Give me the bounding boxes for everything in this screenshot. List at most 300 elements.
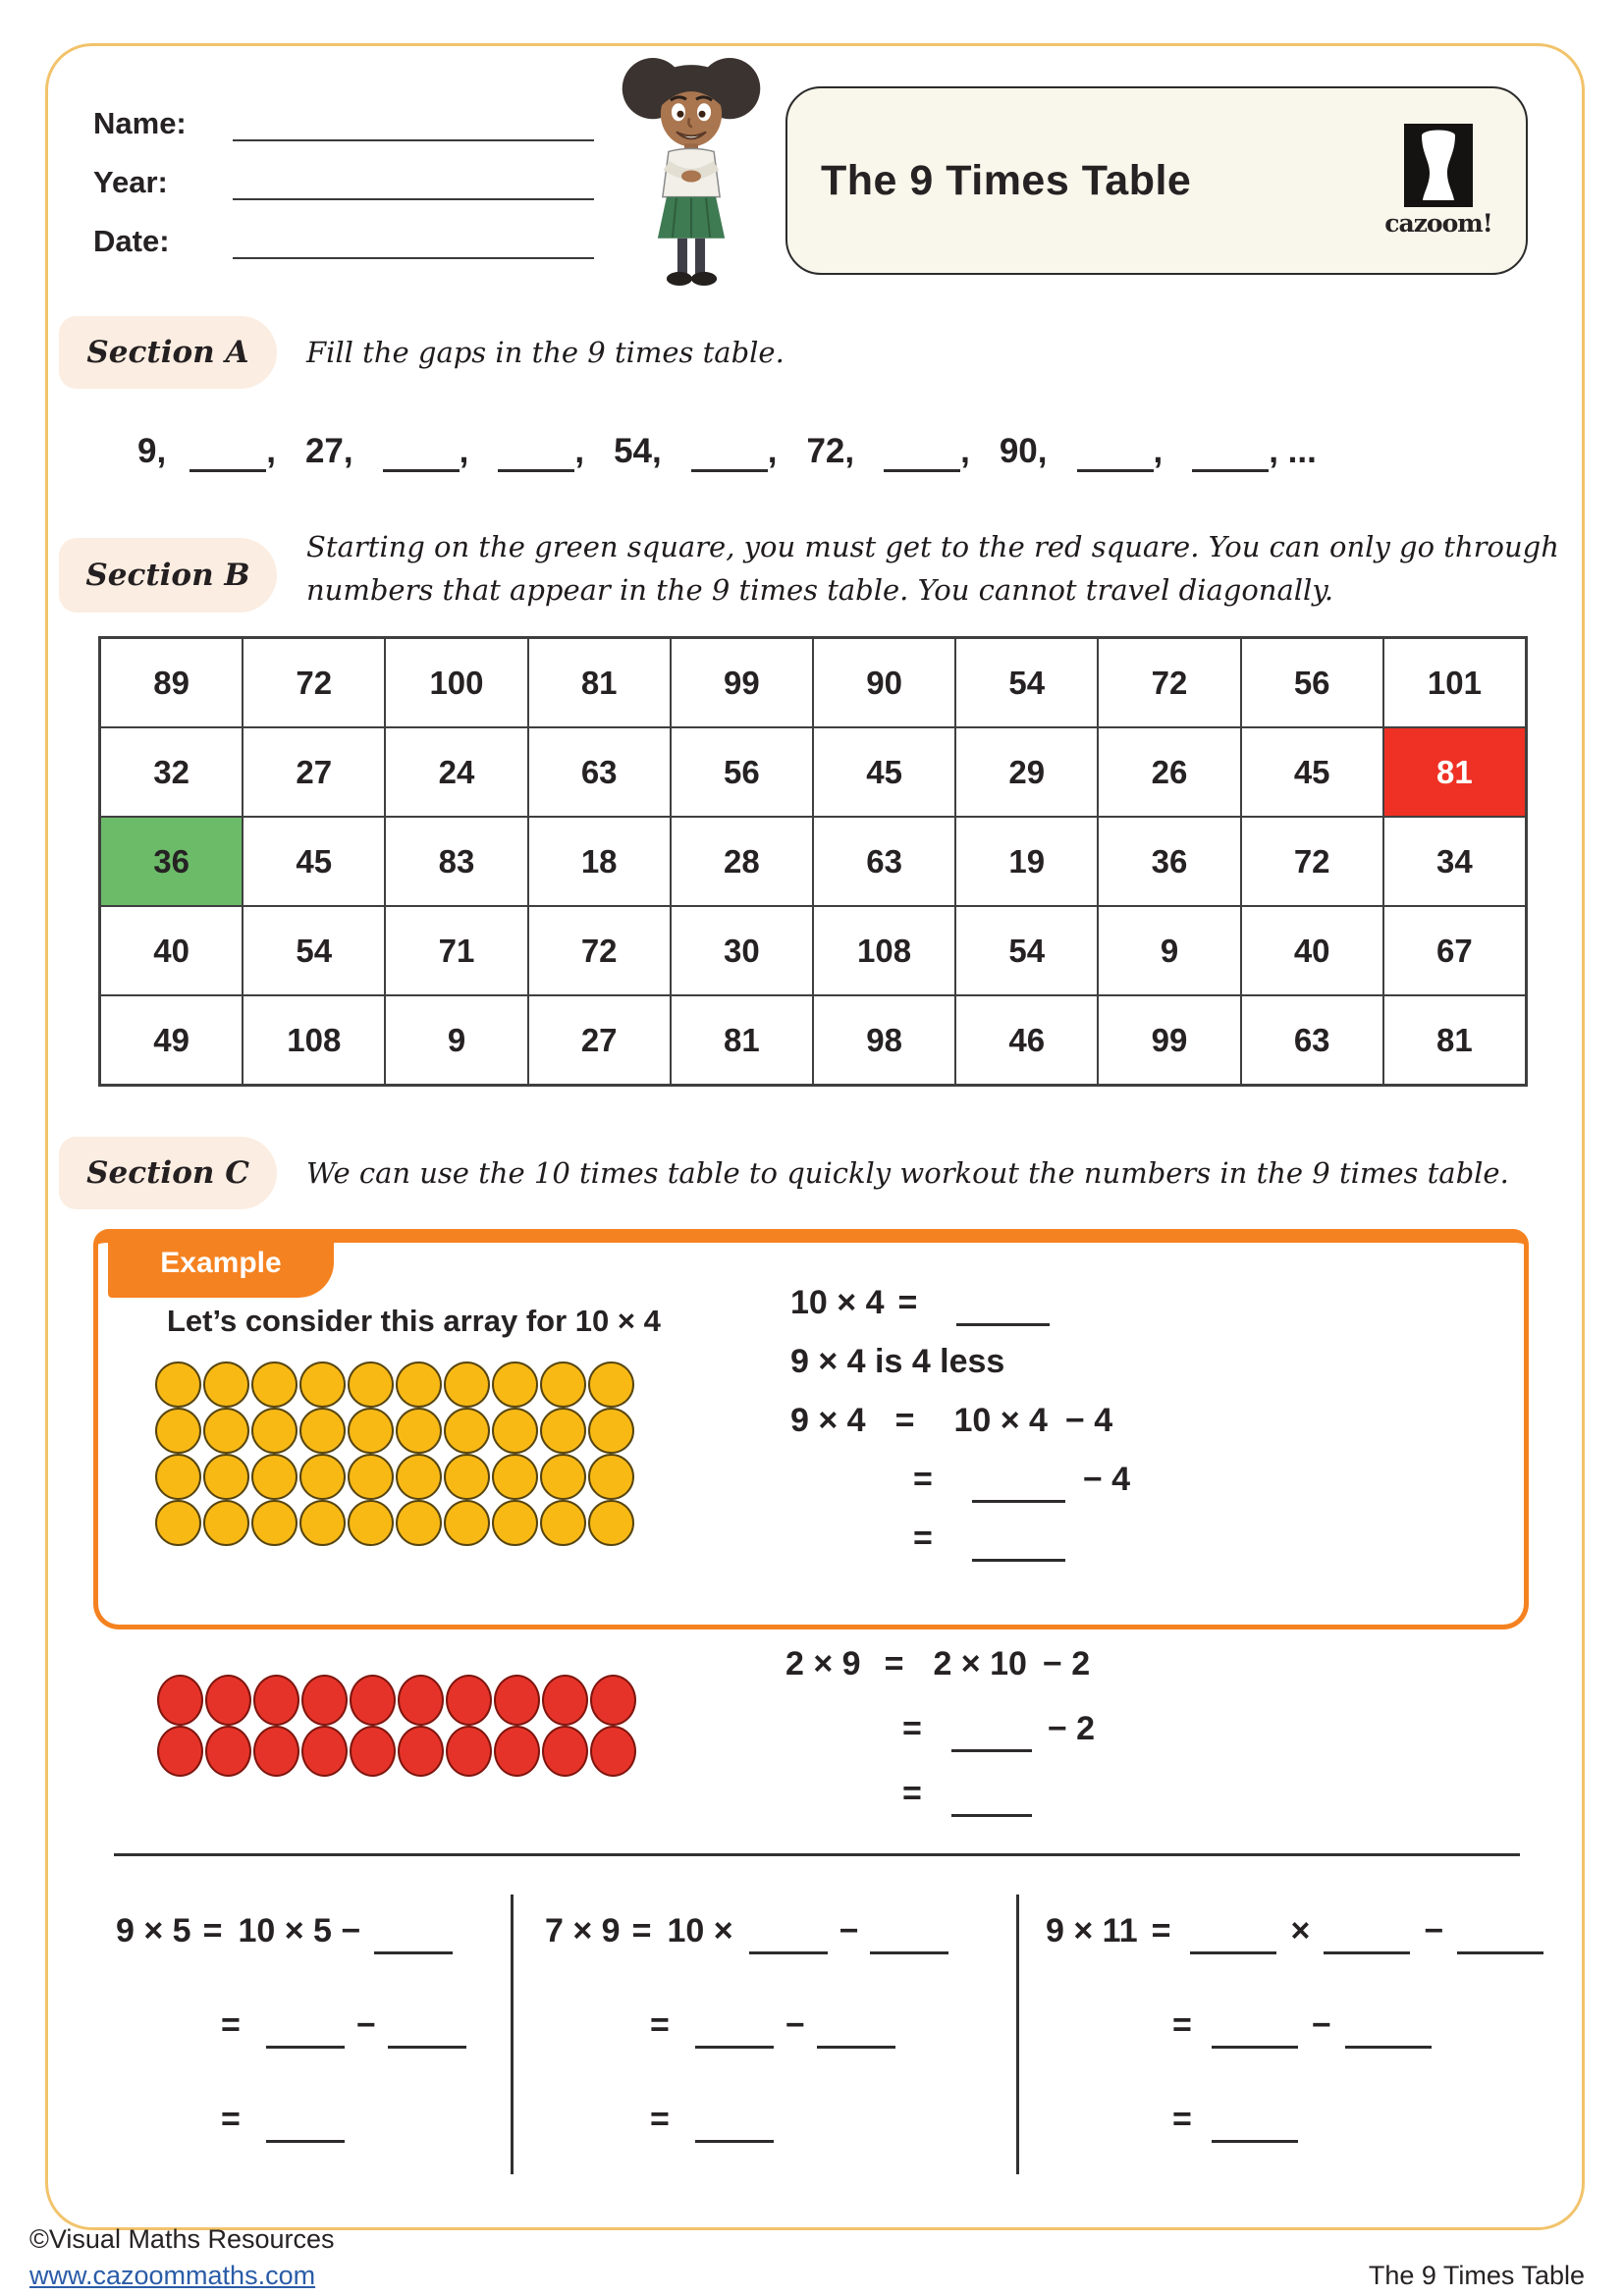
equation-text: 9 × 5 bbox=[116, 1912, 191, 1949]
answer-blank[interactable] bbox=[691, 459, 768, 472]
section-b-instruction-line1: Starting on the green square, you must get to the red square. You can only go through bbox=[306, 530, 1559, 563]
grid-cell[interactable]: 36 bbox=[1098, 817, 1240, 906]
equation-text: 54, bbox=[614, 432, 662, 470]
grid-cell[interactable]: 27 bbox=[528, 995, 671, 1085]
equation-text: × bbox=[1290, 1912, 1311, 1949]
answer-blank[interactable] bbox=[1192, 459, 1269, 472]
counter-dot bbox=[155, 1454, 201, 1500]
grid-cell[interactable]: 45 bbox=[1241, 727, 1383, 817]
grid-cell[interactable]: 99 bbox=[671, 638, 813, 727]
counter-dot bbox=[494, 1675, 540, 1726]
equation-line bbox=[545, 1912, 948, 1955]
equation-line bbox=[1046, 2101, 1543, 2144]
spacer bbox=[805, 2035, 817, 2036]
spacer bbox=[662, 461, 691, 462]
equation-text: − bbox=[839, 1912, 859, 1949]
equation-text: , bbox=[459, 432, 469, 470]
counter-dot bbox=[155, 1408, 201, 1454]
grid-cell-end[interactable]: 81 bbox=[1383, 727, 1526, 817]
counter-dot bbox=[253, 1726, 299, 1777]
answer-blank[interactable] bbox=[374, 1942, 453, 1954]
grid-cell[interactable]: 63 bbox=[1241, 995, 1383, 1085]
grid-cell[interactable]: 108 bbox=[813, 906, 955, 995]
counter-dot bbox=[299, 1362, 346, 1408]
column-divider-1 bbox=[511, 1895, 514, 2174]
maze-grid bbox=[98, 636, 1528, 1087]
grid-cell[interactable]: 72 bbox=[243, 638, 385, 727]
counter-dot bbox=[348, 1500, 394, 1546]
spacer bbox=[241, 2035, 266, 2036]
spacer bbox=[1192, 2129, 1212, 2130]
counter-dot bbox=[157, 1675, 203, 1726]
counter-dot bbox=[251, 1454, 298, 1500]
spacer bbox=[621, 1941, 632, 1942]
counter-dot bbox=[203, 1408, 249, 1454]
section-a-instruction: Fill the gaps in the 9 times table. bbox=[306, 336, 785, 369]
grid-cell[interactable]: 63 bbox=[813, 817, 955, 906]
grid-cell[interactable]: 81 bbox=[1383, 995, 1526, 1085]
counter-dot bbox=[203, 1454, 249, 1500]
equation-text: − bbox=[785, 2006, 805, 2044]
answer-blank[interactable] bbox=[870, 1942, 948, 1954]
counter-dot bbox=[301, 1675, 348, 1726]
equation-text: = bbox=[650, 2101, 670, 2138]
spacer bbox=[785, 1803, 902, 1804]
equation-text: = bbox=[221, 2006, 241, 2044]
grid-cell[interactable]: 32 bbox=[100, 727, 243, 817]
counter-dot bbox=[494, 1726, 540, 1777]
name-input-line[interactable] bbox=[233, 106, 594, 141]
student-illustration bbox=[617, 47, 766, 289]
counter-dot bbox=[350, 1675, 396, 1726]
spacer bbox=[1310, 1941, 1324, 1942]
counter-dot bbox=[398, 1726, 444, 1777]
counter-dot bbox=[396, 1362, 442, 1408]
counter-dot bbox=[590, 1675, 636, 1726]
counter-dot bbox=[348, 1362, 394, 1408]
equation-text: , bbox=[1153, 432, 1164, 470]
equation-text: = bbox=[631, 1912, 652, 1949]
equation-text: 10 × bbox=[667, 1912, 733, 1949]
counter-dot bbox=[444, 1408, 490, 1454]
answer-blank[interactable] bbox=[388, 2036, 466, 2049]
spacer bbox=[468, 461, 498, 462]
counter-dot bbox=[492, 1362, 538, 1408]
spacer bbox=[116, 2035, 221, 2036]
spacer bbox=[116, 2129, 221, 2130]
year-label: Year: bbox=[93, 165, 168, 199]
answer-blank[interactable] bbox=[972, 1490, 1065, 1503]
counter-dot bbox=[251, 1362, 298, 1408]
spacer bbox=[1065, 1489, 1083, 1490]
equation-text: , bbox=[960, 432, 970, 470]
answer-blank[interactable] bbox=[1212, 2036, 1298, 2049]
answer-blank[interactable] bbox=[1190, 1942, 1276, 1954]
counter-dot bbox=[492, 1500, 538, 1546]
footer-doc-title: The 9 Times Table bbox=[1368, 2261, 1585, 2290]
spacer bbox=[854, 461, 884, 462]
counter-dot bbox=[396, 1454, 442, 1500]
footer-link[interactable]: www.cazoommaths.com bbox=[29, 2261, 316, 2290]
grid-cell[interactable]: 9 bbox=[1098, 906, 1240, 995]
answer-blank[interactable] bbox=[695, 2036, 774, 2049]
equation-text: 10 × 4 bbox=[790, 1284, 885, 1321]
grid-cell[interactable]: 99 bbox=[1098, 995, 1240, 1085]
practice-problem-1 bbox=[116, 1912, 466, 2195]
example-badge: Example bbox=[108, 1229, 334, 1298]
counter-dot bbox=[205, 1675, 251, 1726]
equation-text: − bbox=[1311, 2006, 1331, 2044]
answer-blank[interactable] bbox=[1212, 2130, 1298, 2143]
equation-line bbox=[545, 2006, 948, 2050]
spacer bbox=[884, 1312, 897, 1313]
equation-text: − 4 bbox=[1082, 1461, 1131, 1498]
equation-text: − 2 bbox=[1042, 1645, 1091, 1682]
spacer bbox=[241, 2129, 266, 2130]
grid-cell[interactable]: 18 bbox=[528, 817, 671, 906]
grid-cell[interactable]: 90 bbox=[813, 638, 955, 727]
equation-text: 9 × 4 bbox=[790, 1402, 866, 1439]
spacer bbox=[922, 1803, 951, 1804]
counter-dot bbox=[398, 1675, 444, 1726]
spacer bbox=[933, 1489, 972, 1490]
cazoom-logo-text: cazoom! bbox=[1384, 209, 1492, 238]
spacer bbox=[903, 1674, 933, 1675]
answer-blank[interactable] bbox=[1457, 1942, 1543, 1954]
counter-dot bbox=[251, 1500, 298, 1546]
example-equations bbox=[790, 1284, 1130, 1578]
equation-line bbox=[785, 1775, 1095, 1818]
counter-dot bbox=[444, 1500, 490, 1546]
spacer bbox=[1170, 1941, 1190, 1942]
equation-line bbox=[790, 1461, 1130, 1504]
counter-dot bbox=[251, 1408, 298, 1454]
equation-text: − 4 bbox=[1064, 1402, 1113, 1439]
date-field bbox=[93, 224, 594, 259]
equation-text: − bbox=[355, 2006, 376, 2044]
spacer bbox=[545, 2129, 650, 2130]
spacer bbox=[360, 1941, 374, 1942]
spacer bbox=[914, 1430, 953, 1431]
equation-text: − bbox=[1424, 1912, 1444, 1949]
spacer bbox=[1138, 1941, 1152, 1942]
spacer bbox=[1048, 461, 1077, 462]
equation-line bbox=[116, 2101, 466, 2144]
grid-cell[interactable]: 9 bbox=[385, 995, 527, 1085]
counter-dot bbox=[542, 1675, 588, 1726]
counter-dot bbox=[492, 1408, 538, 1454]
equation-text: = bbox=[902, 1775, 922, 1812]
equation-text: = bbox=[913, 1461, 933, 1498]
spacer bbox=[1163, 461, 1192, 462]
grid-cell[interactable]: 89 bbox=[100, 638, 243, 727]
equation-text: 27, bbox=[304, 432, 353, 470]
answer-blank[interactable] bbox=[266, 2036, 345, 2049]
spacer bbox=[651, 1941, 667, 1942]
answer-blank[interactable] bbox=[749, 1942, 828, 1954]
equation-text: 7 × 9 bbox=[545, 1912, 621, 1949]
equation-text: 10 × 4 bbox=[953, 1402, 1048, 1439]
equation-line bbox=[790, 1520, 1130, 1563]
equation-text: = bbox=[913, 1520, 933, 1557]
equation-line bbox=[1046, 1912, 1543, 1955]
grid-cell[interactable]: 28 bbox=[671, 817, 813, 906]
equation-text: = bbox=[894, 1402, 915, 1439]
grid-cell[interactable]: 56 bbox=[671, 727, 813, 817]
equation-text: 10 × 5 − bbox=[238, 1912, 361, 1949]
spacer bbox=[1046, 2035, 1172, 2036]
equation-text: 2 × 10 bbox=[933, 1645, 1027, 1682]
grid-cell[interactable]: 72 bbox=[1241, 817, 1383, 906]
answer-blank[interactable] bbox=[951, 1739, 1032, 1752]
red-equations bbox=[785, 1645, 1095, 1840]
equation-text: 9 × 11 bbox=[1046, 1912, 1138, 1949]
spacer bbox=[970, 461, 1000, 462]
section-b-instruction-line2: numbers that appear in the 9 times table. You cannot travel diagonally. bbox=[306, 573, 1334, 607]
spacer bbox=[790, 1548, 913, 1549]
grid-cell[interactable]: 72 bbox=[528, 906, 671, 995]
counter-dot bbox=[350, 1726, 396, 1777]
section-a-label: Section A bbox=[59, 316, 277, 389]
counter-dot bbox=[588, 1454, 634, 1500]
answer-blank[interactable] bbox=[1077, 459, 1154, 472]
grid-cell[interactable]: 40 bbox=[1241, 906, 1383, 995]
equation-text: = bbox=[1151, 1912, 1171, 1949]
section-c-label: Section C bbox=[59, 1137, 277, 1209]
equation-text: , ... bbox=[1269, 432, 1317, 470]
name-field bbox=[93, 106, 594, 141]
spacer bbox=[1410, 1941, 1424, 1942]
equation-text: , bbox=[574, 432, 585, 470]
spacer bbox=[774, 2035, 785, 2036]
counter-dot bbox=[540, 1408, 586, 1454]
answer-blank[interactable] bbox=[383, 459, 460, 472]
counter-dot bbox=[444, 1362, 490, 1408]
equation-text: = bbox=[1172, 2101, 1192, 2138]
horizontal-divider bbox=[114, 1853, 1520, 1856]
spacer bbox=[1048, 1430, 1065, 1431]
equation-text: 2 × 9 bbox=[785, 1645, 861, 1682]
counter-dot bbox=[155, 1362, 201, 1408]
spacer bbox=[276, 461, 305, 462]
cazoom-logo-icon bbox=[1404, 124, 1473, 207]
counter-dot bbox=[540, 1362, 586, 1408]
answer-blank[interactable] bbox=[189, 459, 266, 472]
spacer bbox=[917, 1312, 956, 1313]
grid-cell[interactable]: 24 bbox=[385, 727, 527, 817]
spacer bbox=[670, 2129, 695, 2130]
equation-text: 9 × 4 is 4 less bbox=[790, 1343, 1005, 1380]
equation-text: = bbox=[650, 2006, 670, 2044]
spacer bbox=[191, 1941, 203, 1942]
spacer bbox=[376, 2035, 388, 2036]
answer-blank[interactable] bbox=[951, 1804, 1032, 1817]
spacer bbox=[345, 2035, 356, 2036]
counter-dot bbox=[446, 1675, 492, 1726]
red-counter-array bbox=[157, 1675, 638, 1777]
spacer bbox=[670, 2035, 695, 2036]
counter-dot bbox=[396, 1408, 442, 1454]
answer-blank[interactable] bbox=[817, 2036, 895, 2049]
answer-blank[interactable] bbox=[695, 2130, 774, 2143]
counter-dot bbox=[492, 1454, 538, 1500]
spacer bbox=[790, 1489, 913, 1490]
grid-cell[interactable]: 71 bbox=[385, 906, 527, 995]
grid-cell[interactable]: 81 bbox=[671, 995, 813, 1085]
spacer bbox=[1443, 1941, 1457, 1942]
spacer bbox=[1027, 1674, 1043, 1675]
counter-dot bbox=[540, 1454, 586, 1500]
grid-cell[interactable]: 49 bbox=[100, 995, 243, 1085]
equation-text: , bbox=[767, 432, 778, 470]
grid-cell[interactable]: 100 bbox=[385, 638, 527, 727]
grid-cell[interactable]: 98 bbox=[813, 995, 955, 1085]
example-heading: Let’s consider this array for 10 × 4 bbox=[167, 1304, 661, 1338]
spacer bbox=[777, 461, 806, 462]
grid-cell[interactable]: 67 bbox=[1383, 906, 1526, 995]
answer-blank[interactable] bbox=[884, 459, 960, 472]
equation-line bbox=[785, 1710, 1095, 1753]
spacer bbox=[1192, 2035, 1212, 2036]
footer-copyright: ©Visual Maths Resources bbox=[29, 2224, 335, 2254]
equation-text: 9, bbox=[137, 432, 167, 470]
equation-text: − 2 bbox=[1047, 1710, 1096, 1747]
grid-cell[interactable]: 29 bbox=[955, 727, 1098, 817]
grid-cell[interactable]: 26 bbox=[1098, 727, 1240, 817]
equation-line bbox=[545, 2101, 948, 2144]
page-title: The 9 Times Table bbox=[821, 156, 1192, 204]
grid-cell[interactable]: 54 bbox=[955, 638, 1098, 727]
answer-blank[interactable] bbox=[1345, 2036, 1432, 2049]
counter-dot bbox=[588, 1362, 634, 1408]
counter-dot bbox=[299, 1408, 346, 1454]
spacer bbox=[828, 1941, 839, 1942]
grid-cell[interactable]: 46 bbox=[955, 995, 1098, 1085]
equation-text: 90, bbox=[999, 432, 1048, 470]
equation-line bbox=[790, 1284, 1130, 1327]
spacer bbox=[166, 461, 189, 462]
equation-line bbox=[1046, 2006, 1543, 2050]
section-b-label: Section B bbox=[59, 538, 277, 613]
spacer bbox=[785, 1738, 902, 1739]
section-c-instruction: We can use the 10 times table to quickly workout the numbers in the 9 times table. bbox=[306, 1156, 1509, 1190]
equation-line bbox=[785, 1645, 1095, 1688]
answer-blank[interactable] bbox=[1324, 1942, 1410, 1954]
spacer bbox=[545, 2035, 650, 2036]
date-label: Date: bbox=[93, 224, 170, 258]
grid-cell[interactable]: 45 bbox=[243, 817, 385, 906]
counter-dot bbox=[299, 1454, 346, 1500]
spacer bbox=[922, 1738, 951, 1739]
year-field bbox=[93, 165, 594, 200]
counter-dot bbox=[157, 1726, 203, 1777]
equation-text: = bbox=[897, 1284, 918, 1321]
counter-dot bbox=[540, 1500, 586, 1546]
cazoom-logo bbox=[1384, 124, 1492, 238]
counter-dot bbox=[203, 1362, 249, 1408]
spacer bbox=[861, 1674, 885, 1675]
grid-cell[interactable]: 54 bbox=[243, 906, 385, 995]
grid-cell[interactable]: 30 bbox=[671, 906, 813, 995]
grid-cell[interactable]: 45 bbox=[813, 727, 955, 817]
counter-dot bbox=[299, 1500, 346, 1546]
spacer bbox=[866, 1430, 895, 1431]
counter-dot bbox=[542, 1726, 588, 1777]
equation-line bbox=[790, 1343, 1130, 1386]
counter-dot bbox=[446, 1726, 492, 1777]
title-box bbox=[785, 86, 1528, 275]
name-label: Name: bbox=[93, 106, 187, 140]
grid-cell-start[interactable]: 36 bbox=[100, 817, 243, 906]
grid-cell[interactable]: 83 bbox=[385, 817, 527, 906]
answer-blank[interactable] bbox=[266, 2130, 345, 2143]
date-input-line[interactable] bbox=[233, 224, 594, 259]
equation-text: = bbox=[221, 2101, 241, 2138]
counter-dot bbox=[155, 1500, 201, 1546]
grid-cell[interactable]: 108 bbox=[243, 995, 385, 1085]
counter-dot bbox=[301, 1726, 348, 1777]
grid-cell[interactable]: 54 bbox=[955, 906, 1098, 995]
grid-cell[interactable]: 81 bbox=[528, 638, 671, 727]
yellow-counter-array bbox=[155, 1362, 636, 1546]
equation-text: = bbox=[202, 1912, 223, 1949]
worksheet-frame bbox=[45, 43, 1585, 2230]
spacer bbox=[353, 461, 383, 462]
counter-dot bbox=[590, 1726, 636, 1777]
spacer bbox=[858, 1941, 870, 1942]
counter-dot bbox=[396, 1500, 442, 1546]
equation-line bbox=[116, 2006, 466, 2050]
counter-dot bbox=[348, 1454, 394, 1500]
equation-text: 72, bbox=[806, 432, 855, 470]
equation-text: , bbox=[266, 432, 276, 470]
grid-cell[interactable]: 63 bbox=[528, 727, 671, 817]
spacer bbox=[222, 1941, 238, 1942]
spacer bbox=[584, 461, 614, 462]
answer-blank[interactable] bbox=[972, 1549, 1065, 1562]
spacer bbox=[1032, 1738, 1048, 1739]
grid-cell[interactable]: 40 bbox=[100, 906, 243, 995]
spacer bbox=[933, 1548, 972, 1549]
answer-blank[interactable] bbox=[498, 459, 574, 472]
spacer bbox=[1046, 2129, 1172, 2130]
equation-line bbox=[116, 1912, 466, 1955]
counter-dot bbox=[253, 1675, 299, 1726]
counter-dot bbox=[588, 1408, 634, 1454]
grid-cell[interactable]: 72 bbox=[1098, 638, 1240, 727]
grid-cell[interactable]: 34 bbox=[1383, 817, 1526, 906]
example-box bbox=[93, 1229, 1529, 1629]
grid-cell[interactable]: 56 bbox=[1241, 638, 1383, 727]
equation-text: = bbox=[884, 1645, 904, 1682]
practice-problem-3 bbox=[1046, 1912, 1543, 2195]
spacer bbox=[1298, 2035, 1312, 2036]
answer-blank[interactable] bbox=[956, 1313, 1050, 1326]
equation-text: = bbox=[902, 1710, 922, 1747]
grid-cell[interactable]: 101 bbox=[1383, 638, 1526, 727]
counter-dot bbox=[444, 1454, 490, 1500]
equation-line bbox=[790, 1402, 1130, 1445]
counter-dot bbox=[588, 1500, 634, 1546]
grid-cell[interactable]: 19 bbox=[955, 817, 1098, 906]
spacer bbox=[733, 1941, 749, 1942]
grid-cell[interactable]: 27 bbox=[243, 727, 385, 817]
column-divider-2 bbox=[1016, 1895, 1019, 2174]
practice-problem-2 bbox=[545, 1912, 948, 2195]
counter-dot bbox=[205, 1726, 251, 1777]
year-input-line[interactable] bbox=[233, 165, 594, 200]
spacer bbox=[1276, 1941, 1290, 1942]
